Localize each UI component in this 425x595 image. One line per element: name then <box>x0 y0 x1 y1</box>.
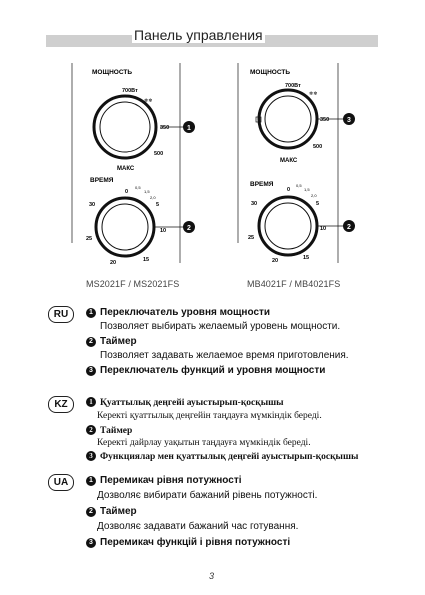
ru-item-3 <box>86 365 325 376</box>
ru-item-title: Переключатель функций и уровня мощности <box>100 365 326 376</box>
ua-item-title: Таймер <box>100 506 137 517</box>
ru-item-title: Таймер <box>100 336 137 347</box>
bullet-number: 1 <box>86 476 96 486</box>
lang-badge-ua: UA <box>48 474 74 491</box>
svg-text:❄❄: ❄❄ <box>309 91 318 97</box>
timer-label: ВРЕМЯ <box>250 181 274 188</box>
bullet-number: 1 <box>86 397 96 407</box>
power-knob-inner <box>100 102 150 152</box>
power-label: МОЩНОСТЬ <box>92 69 133 76</box>
ua-item-2 <box>86 506 137 517</box>
page-number: 3 <box>209 571 215 581</box>
timer-mark: 0 <box>287 187 291 193</box>
kz-item-1 <box>86 397 284 408</box>
kz-item-desc: Керекті дайрлау уақытын таңдауға мүмкіндік береді. <box>97 438 311 448</box>
callout-number: 2 <box>347 224 351 231</box>
timer-mark: 10 <box>160 228 167 234</box>
model-label-right: MB4021F / MB4021FS <box>247 279 341 289</box>
power-mark: 500 <box>313 144 323 150</box>
bullet-number: 2 <box>86 337 96 347</box>
ua-item-title: Перемикач функцій і рівня потужності <box>100 537 291 548</box>
power-max-label: МАКС <box>280 158 298 164</box>
callout-number: 1 <box>187 125 191 132</box>
timer-mark: 5 <box>156 202 160 208</box>
power-mark: 700Вт <box>285 83 301 89</box>
timer-mark: 0,5 <box>296 183 302 188</box>
power-mark: 350 <box>320 117 330 123</box>
bullet-number: 1 <box>86 308 96 318</box>
power-mark: 700Вт <box>122 88 138 94</box>
kz-item-desc: Керекті қуаттылық деңгейін таңдауға мүмкіндік береді. <box>97 411 322 421</box>
bullet-number: 2 <box>86 425 96 435</box>
timer-mark: 30 <box>89 202 96 208</box>
timer-knob-inner <box>102 204 148 250</box>
ru-item-2 <box>86 336 137 347</box>
callout-number: 2 <box>187 225 191 232</box>
control-panel-illustrations <box>0 55 425 275</box>
lang-badge-ru: RU <box>48 306 74 323</box>
ua-item-desc: Дозволяє вибирати бажаний рівень потужності. <box>97 490 318 501</box>
timer-mark: 20 <box>272 258 279 264</box>
bullet-number: 3 <box>86 451 96 461</box>
timer-label: ВРЕМЯ <box>90 177 114 184</box>
timer-mark: 1,5 <box>144 189 150 194</box>
ru-item-title: Переключатель уровня мощности <box>100 307 271 318</box>
bullet-number: 2 <box>86 507 96 517</box>
bullet-number: 3 <box>86 538 96 548</box>
ua-item-desc: Дозволяє задавати бажаний час готування. <box>97 521 299 532</box>
timer-mark: 0,5 <box>135 185 141 190</box>
kz-item-3 <box>86 451 358 462</box>
kz-item-title: Функциялар мен қуаттылық деңгейі ауыстырып-қосқышы <box>100 452 359 462</box>
bullet-number: 3 <box>86 366 96 376</box>
kz-item-title: Таймер <box>100 426 133 436</box>
ua-item-1 <box>86 475 242 486</box>
timer-mark: 25 <box>86 236 93 242</box>
kz-item-title: Қуаттылық деңгейі ауыстырып-қосқышы <box>100 398 284 408</box>
timer-mark: 30 <box>251 201 258 207</box>
timer-mark: 10 <box>320 226 327 232</box>
power-label: МОЩНОСТЬ <box>250 69 291 76</box>
timer-mark: 15 <box>303 255 310 261</box>
timer-mark: 1,5 <box>304 187 310 192</box>
timer-mark: 2,0 <box>150 195 156 200</box>
timer-mark: 20 <box>110 260 117 266</box>
timer-mark: 15 <box>143 257 150 263</box>
lang-badge-kz: KZ <box>48 396 74 413</box>
power-mark: 500 <box>154 151 164 157</box>
timer-mark: 5 <box>316 201 320 207</box>
callout-number: 3 <box>347 117 351 124</box>
ru-item-desc: Позволяет задавать желаемое время приготовления. <box>100 350 349 361</box>
page-title: Панель управления <box>134 27 263 43</box>
timer-mark: 2,0 <box>311 193 317 198</box>
ru-item-1 <box>86 307 270 318</box>
svg-text:❄❄: ❄❄ <box>144 98 153 104</box>
power-knob-inner <box>265 96 311 142</box>
power-mark: 350 <box>160 125 170 131</box>
timer-knob-inner <box>265 203 311 249</box>
ua-item-title: Перемикач рівня потужності <box>100 475 242 486</box>
timer-mark: 0 <box>125 189 129 195</box>
ru-item-desc: Позволяет выбирать желаемый уровень мощности. <box>100 321 341 332</box>
ua-item-3 <box>86 537 290 548</box>
kz-item-2 <box>86 425 132 436</box>
timer-mark: 25 <box>248 235 255 241</box>
power-max-label: МАКС <box>117 166 135 172</box>
model-label-left: MS2021F / MS2021FS <box>86 279 180 289</box>
